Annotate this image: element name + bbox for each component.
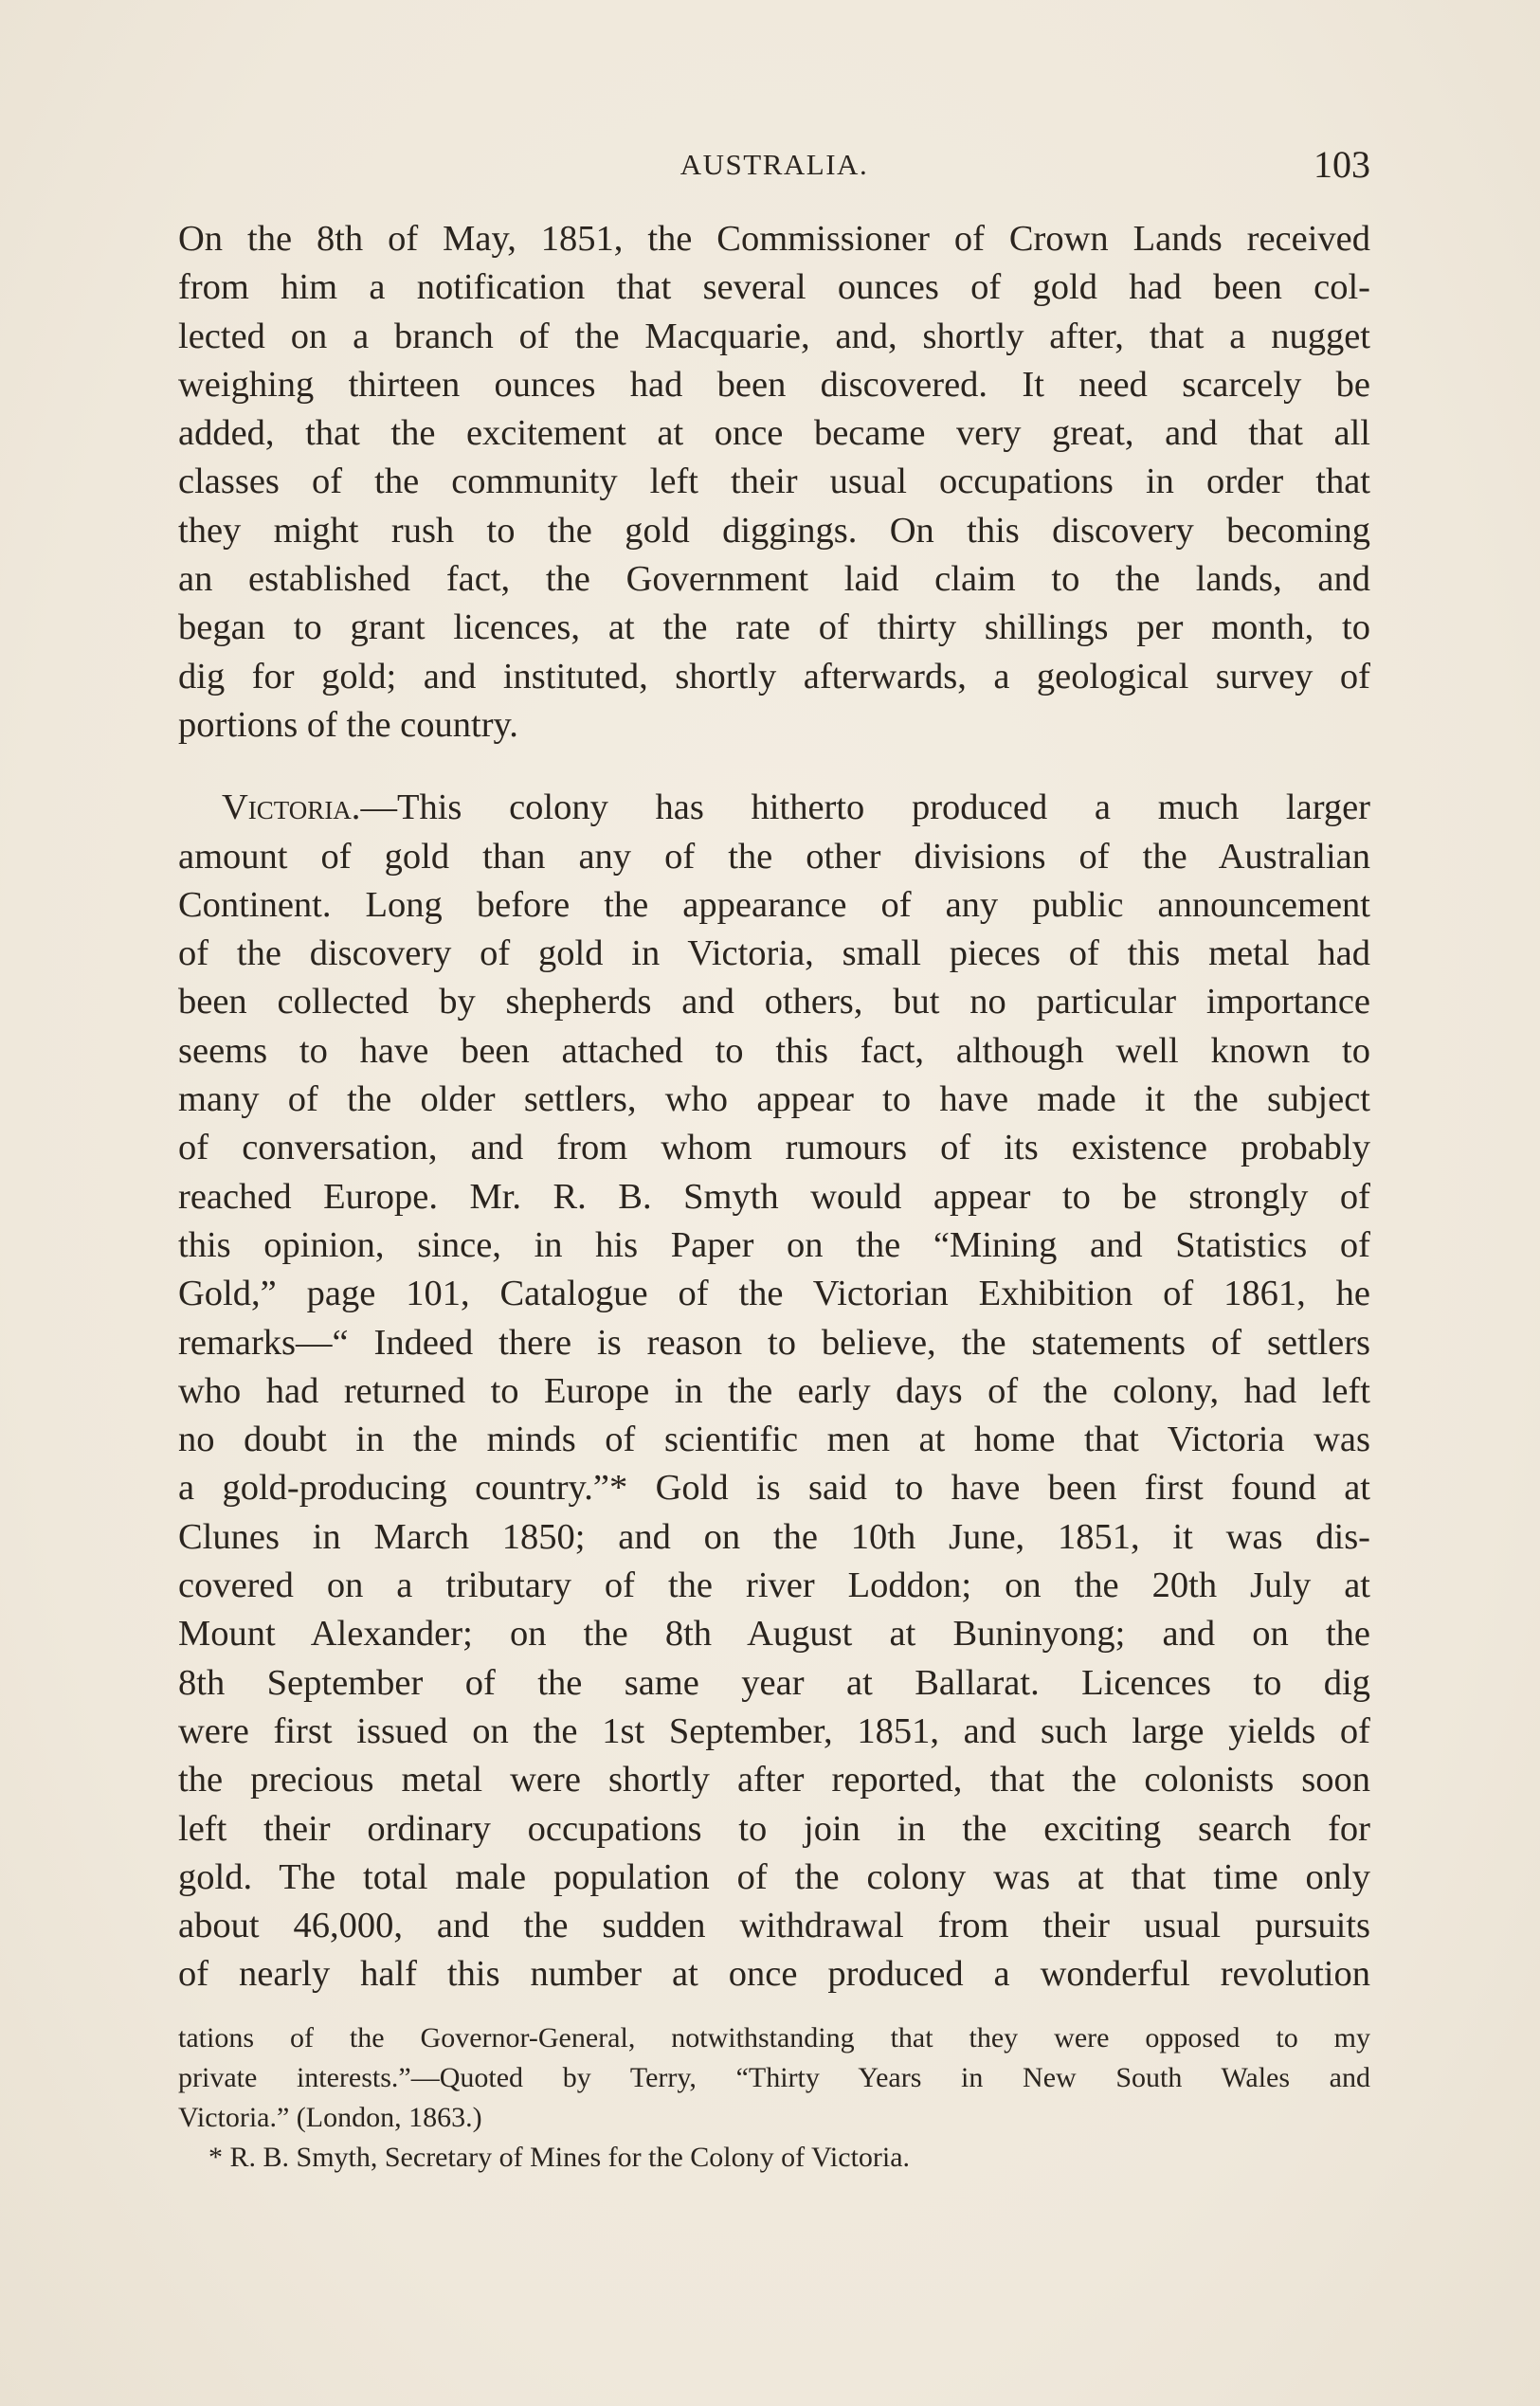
text-line: classes of the community left their usual occupations in order that	[178, 461, 1370, 502]
text-line: an established fact, the Government laid claim to the lands, and	[178, 559, 1370, 600]
footnote-smyth: * R. B. Smyth, Secretary of Mines for the Colony of Victoria.	[208, 2142, 911, 2173]
text-line: lected on a branch of the Macquarie, and, shortly after, that a nugget	[178, 316, 1370, 356]
running-head	[178, 142, 1370, 190]
text-line: gold. The total male population of the colony was at that time only	[178, 1856, 1370, 1897]
text-line: seems to have been attached to this fact, although well known to	[178, 1030, 1370, 1071]
text-line: no doubt in the minds of scientific men at home that Victoria was	[178, 1420, 1370, 1460]
text-line: of the discovery of gold in Victoria, small pieces of this metal had	[178, 933, 1370, 974]
text-line: portions of the country.	[178, 704, 518, 745]
text-line: been collected by shepherds and others, but no particular importance	[178, 982, 1370, 1022]
text-line: 8th September of the same year at Ballarat. Licences to dig	[178, 1662, 1370, 1703]
text-line: of nearly half this number at once produced a wonderful revolution	[178, 1954, 1370, 1995]
footnotes	[178, 2018, 1370, 2178]
text-line: this opinion, since, in his Paper on the “Mining and Statistics of	[178, 1224, 1370, 1265]
footnote-line: tations of the Governor-General, notwithstanding that they were opposed to my	[178, 2022, 1370, 2053]
paragraph-gap	[178, 750, 1370, 784]
text-line: of conversation, and from whom rumours of its existence probably	[178, 1128, 1370, 1168]
text-line: from him a notification that several ounces of gold had been col-	[178, 267, 1370, 308]
text-line-rest: —This colony has hitherto produced a much larger	[360, 787, 1370, 828]
text-line: reached Europe. Mr. R. B. Smyth would appear to be strongly of	[178, 1176, 1370, 1217]
text-line-first	[178, 784, 1370, 832]
text-line: added, that the excitement at once became very great, and that all	[178, 413, 1370, 454]
text-line: about 46,000, and the sudden withdrawal from their usual pursuits	[178, 1906, 1370, 1946]
text-line: Continent. Long before the appearance of any public announcement	[178, 884, 1370, 925]
text-line: who had returned to Europe in the early days of the colony, had left	[178, 1370, 1370, 1411]
text-line: were first issued on the 1st September, 1851, and such large yields of	[178, 1710, 1370, 1751]
text-line: weighing thirteen ounces had been discovered. It need scarcely be	[178, 364, 1370, 405]
section-heading-victoria: Victoria.	[222, 787, 361, 828]
text-line: remarks—“ Indeed there is reason to believe, the statements of settlers	[178, 1322, 1370, 1363]
text-line: covered on a tributary of the river Loddon; on the 20th July at	[178, 1565, 1370, 1606]
text-line: Clunes in March 1850; and on the 10th June, 1851, it was dis-	[178, 1516, 1370, 1557]
footnote-line: private interests.”—Quoted by Terry, “Thirty Years in New South Wales and	[178, 2062, 1370, 2093]
text-line: left their ordinary occupations to join in the exciting search for	[178, 1808, 1370, 1849]
text-line: Mount Alexander; on the 8th August at Buninyong; and on the	[178, 1614, 1370, 1655]
text-line: many of the older settlers, who appear to have made it the subject	[178, 1079, 1370, 1120]
text-line: dig for gold; and instituted, shortly afterwards, a geological survey of	[178, 656, 1370, 696]
text-line: the precious metal were shortly after reported, that the colonists soon	[178, 1760, 1370, 1800]
running-title: AUSTRALIA.	[679, 148, 869, 181]
text-line: Gold,” page 101, Catalogue of the Victorian Exhibition of 1861, he	[178, 1274, 1370, 1314]
text-line: On the 8th of May, 1851, the Commissioner of Crown Lands received	[178, 219, 1370, 259]
body-text	[178, 215, 1370, 1999]
text-line: they might rush to the gold diggings. On this discovery becoming	[178, 510, 1370, 551]
page-number: 103	[1314, 143, 1370, 186]
text-line: amount of gold than any of the other divisions of the Australian	[178, 836, 1370, 877]
footnote-line: Victoria.” (London, 1863.)	[178, 2102, 482, 2133]
text-line: a gold-producing country.”* Gold is said to have been first found at	[178, 1468, 1370, 1509]
text-line: began to grant licences, at the rate of thirty shillings per month, to	[178, 607, 1370, 648]
